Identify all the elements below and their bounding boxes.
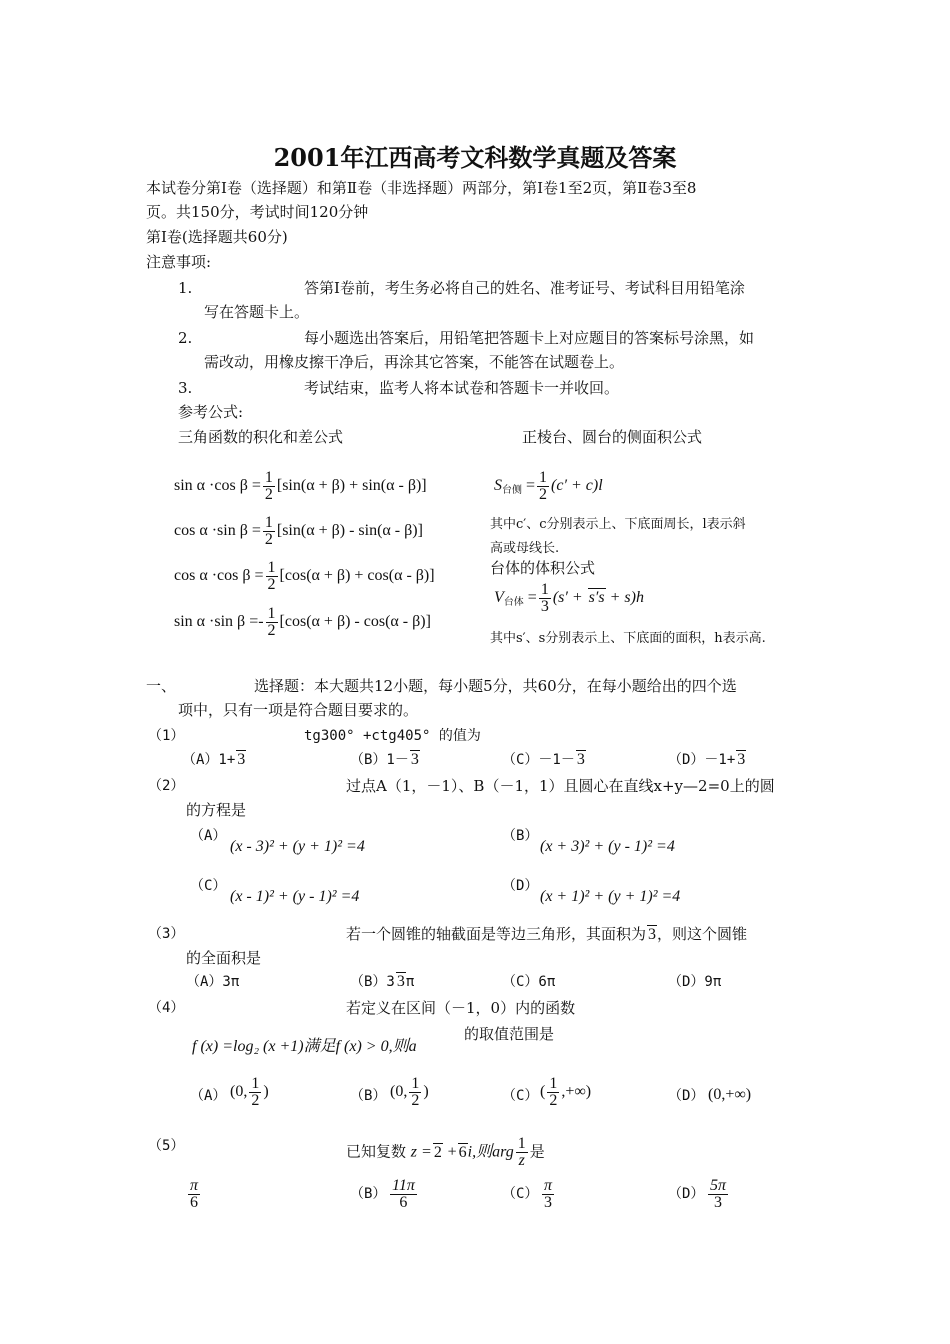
q1-stem: tg300° +ctg405° 的值为: [304, 728, 481, 744]
q1-option-b: （B）1－ 3: [350, 751, 419, 768]
intro-line-2: 页。共150分，考试时间120分钟: [146, 203, 369, 221]
volume-subscript: 台体: [503, 597, 524, 609]
volume-title: 台体的体积公式: [490, 559, 596, 577]
formula-3-half: $\frac{1}{2}$: [267, 560, 276, 593]
formulas-heading: 参考公式:: [178, 403, 244, 421]
q2-option-b-label: （B）: [502, 828, 539, 844]
formula-1-half: $\frac{1}{2}$: [264, 470, 273, 503]
q3-option-d: （D）9π: [668, 974, 722, 990]
part-one-heading: 第Ⅰ卷(选择题共60分): [146, 228, 288, 246]
q3-option-a: （A）3π: [186, 974, 240, 990]
q2-option-a: (x - 3)² + (y + 1)² =4: [230, 838, 365, 855]
q4-stem-2: 的取值范围是: [464, 1025, 555, 1043]
q4-option-d-label: （D）: [668, 1088, 705, 1104]
lateral-area-title: 正棱台、圆台的侧面积公式: [522, 428, 703, 446]
lateral-area-symbol: S: [494, 477, 502, 495]
q5-option-d-label: （D）: [668, 1186, 705, 1202]
formula-4-half: $\frac{1}{2}$: [267, 606, 276, 639]
formula-4-rhs: [cos(α + β) - cos(α - β)]: [279, 613, 431, 631]
note-3-line-1: 考试结束，监考人将本试卷和答题卡一并收回。: [304, 379, 620, 397]
formula-2-half: $\frac{1}{2}$: [264, 515, 273, 548]
trig-formulas-title: 三角函数的积化和差公式: [178, 428, 344, 446]
page-title: 2001年江西高考文科数学真题及答案: [273, 143, 677, 172]
q2-option-b: (x + 3)² + (y - 1)² =4: [540, 838, 675, 855]
formula-3-lhs: cos α ·cos β =: [174, 567, 264, 585]
lateral-area-body: (c′ + c)l: [551, 477, 603, 495]
q5-option-d: $\frac{5\pi}{3}$: [710, 1177, 727, 1211]
q2-option-a-label: （A）: [190, 828, 227, 844]
section-line-1: 选择题：本大题共12小题，每小题5分，共60分，在每小题给出的四个选: [254, 677, 737, 695]
q4-stem: 若定义在区间（－1，0）内的函数: [346, 999, 576, 1017]
q5-option-b: $\frac{11\pi}{6}$: [392, 1177, 415, 1211]
formula-sin-sin: [174, 606, 472, 642]
lateral-area-half: $\frac{1}{2}$: [539, 469, 548, 503]
formula-cos-cos: [174, 560, 470, 596]
q1-option-d: （D）－1+ 3: [668, 751, 746, 768]
formula-1-rhs: [sin(α + β) + sin(α - β)]: [276, 477, 427, 495]
notes-heading: 注意事项:: [146, 253, 212, 271]
q5-option-c: $\frac{\pi}{3}$: [544, 1177, 553, 1211]
note-2-line-2: 需改动，用橡皮擦干净后，再涂其它答案，不能答在试题卷上。: [204, 353, 625, 371]
formula-lateral-area: $S_{台侧}$ = $\frac{1}{2}$ (c′ + c)l: [494, 469, 603, 503]
volume-third: $\frac{1}{3}$: [540, 581, 549, 615]
volume-note: 其中s′、s分别表示上、下底面的面积，h表示高.: [490, 631, 766, 646]
q4-expression: f (x) =log₂ (x +1)满足f (x) > 0,则a: [192, 1038, 417, 1055]
section-number: 一、: [146, 677, 177, 695]
q3-number: （3）: [148, 926, 185, 942]
lateral-area-note-1: 其中c′、c分别表示上、下底面周长，l表示斜: [490, 517, 746, 532]
formula-2-rhs: [sin(α + β) - sin(α - β)]: [276, 522, 423, 540]
note-3-number: 3.: [178, 379, 193, 397]
q2-option-d-label: （D）: [502, 878, 539, 894]
section-line-2: 项中，只有一项是符合题目要求的。: [178, 701, 419, 719]
formula-sin-cos: [174, 470, 474, 506]
q2-stem: 过点A（1，－1）、B（－1，1）且圆心在直线x+y—2=0上的圆: [346, 777, 775, 795]
q3-stem-2: 的全面积是: [186, 949, 262, 967]
q4-option-d: (0,+∞): [708, 1086, 752, 1103]
note-1-number: 1.: [178, 279, 193, 297]
formula-4-lhs: sin α ·sin β =-: [174, 613, 264, 631]
formula-cos-sin: [174, 515, 472, 551]
lateral-area-note-2: 高或母线长.: [490, 541, 560, 556]
q2-option-c-label: （C）: [190, 878, 227, 894]
q1-number: （1）: [148, 728, 185, 744]
q4-option-b-label: （B）: [350, 1088, 387, 1104]
q5-option-c-label: （C）: [502, 1186, 539, 1202]
q5-stem: 已知复数 z = 2 + 6i,则arg $\frac{1}{z}$ 是: [346, 1135, 545, 1169]
q3-stem: 若一个圆锥的轴截面是等边三角形，其面积为 3，则这个圆锥: [346, 925, 748, 943]
note-1-line-2: 写在答题卡上。: [204, 303, 310, 321]
formula-1-lhs: sin α ·cos β =: [174, 477, 261, 495]
q5-number: （5）: [148, 1138, 185, 1154]
q5-option-a: $\frac{\pi}{6}$: [190, 1177, 199, 1211]
note-1-line-1: 答第Ⅰ卷前，考生务必将自己的姓名、准考证号、考试科目用铅笔涂: [304, 279, 745, 297]
note-2-number: 2.: [178, 329, 193, 347]
q2-option-d: (x + 1)² + (y + 1)² =4: [540, 888, 681, 905]
q4-option-c-label: （C）: [502, 1088, 539, 1104]
formula-2-lhs: cos α ·sin β =: [174, 522, 261, 540]
lateral-area-subscript: 台侧: [502, 485, 522, 497]
volume-sqrt: s′s: [588, 589, 605, 607]
note-2-line-1: 每小题选出答案后，用铅笔把答题卡上对应题目的答案标号涂黑，如: [304, 329, 755, 347]
q1-option-c: （C）－1－ 3: [502, 751, 585, 768]
q2-option-c: (x - 1)² + (y - 1)² =4: [230, 888, 360, 905]
q5-option-b-label: （B）: [350, 1186, 387, 1202]
q4-number: （4）: [148, 1000, 185, 1016]
q4-option-b: (0, $\frac{1}{2}$ ): [390, 1075, 429, 1109]
q4-option-c: ( $\frac{1}{2}$ ,+∞): [540, 1075, 592, 1109]
formula-volume: $V_{台体}$ = $\frac{1}{3}$ (s′ + s′s + s)h: [494, 581, 644, 615]
intro-line-1: 本试卷分第Ⅰ卷（选择题）和第Ⅱ卷（非选择题）两部分，第Ⅰ卷1至2页，第Ⅱ卷3至8: [146, 179, 697, 197]
q1-option-a: （A）1+ 3: [182, 751, 246, 768]
q3-option-b: （B）3 3π: [350, 973, 415, 990]
volume-symbol: V: [494, 589, 504, 607]
formula-3-rhs: [cos(α + β) + cos(α - β)]: [279, 567, 435, 585]
q4-option-a: (0, $\frac{1}{2}$ ): [230, 1075, 269, 1109]
q2-number: （2）: [148, 778, 185, 794]
q2-stem-2: 的方程是: [186, 801, 247, 819]
q4-option-a-label: （A）: [190, 1088, 227, 1104]
q3-option-c: （C）6π: [502, 974, 556, 990]
